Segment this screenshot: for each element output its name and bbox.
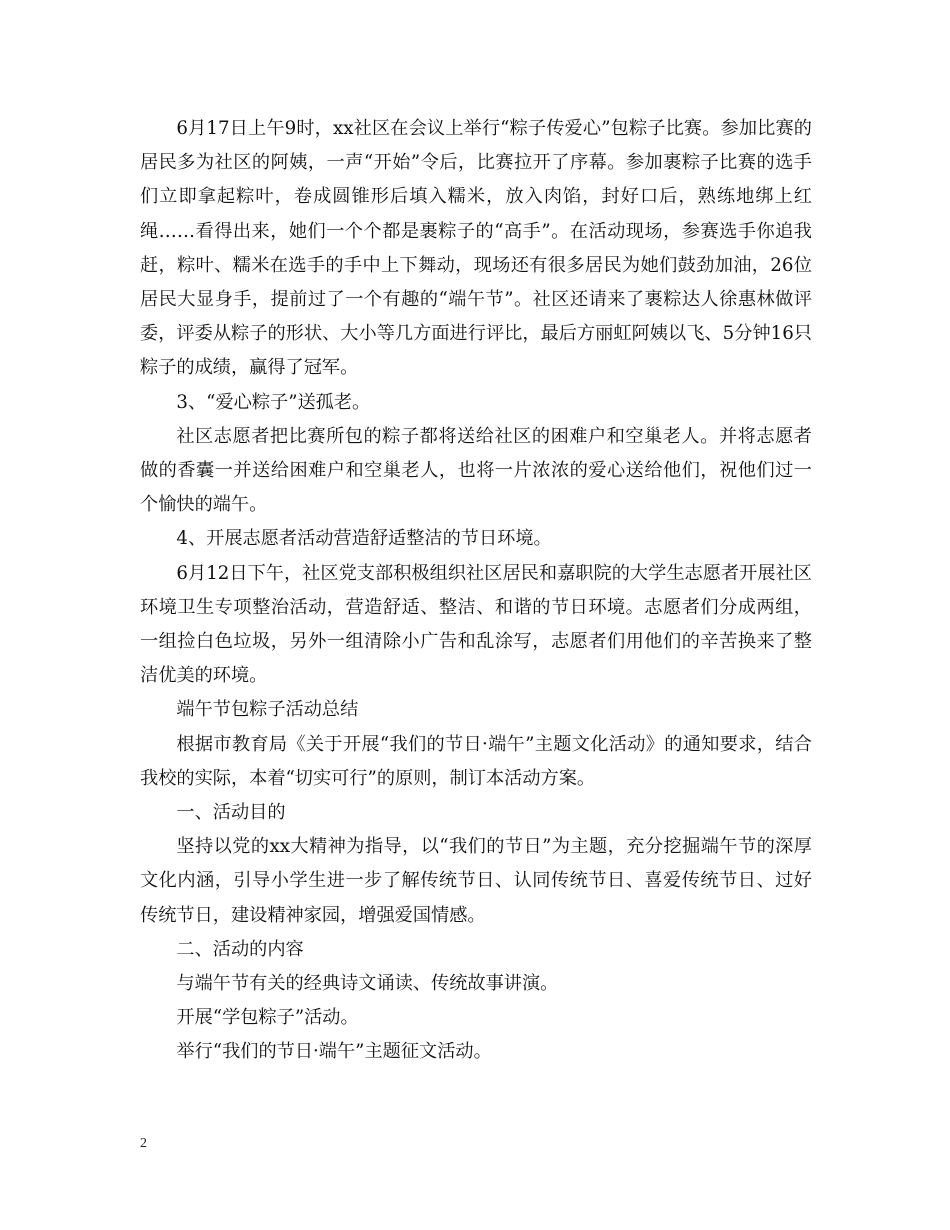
heading-love-zongzi: 3、“爱心粽子”送孤老。 [176,391,371,413]
heading-volunteer-activity: 4、开展志愿者活动营造舒适整洁的节日环境。 [176,528,552,550]
list-item-essay-contest: 举行“我们的节日·端午”主题征文活动。 [176,1041,492,1063]
heading-purpose: 一、活动目的 [176,802,286,824]
document-body [140,112,812,1070]
page-number: 2 [140,1136,147,1151]
section-title-summary: 端午节包粽子活动总结 [176,699,359,721]
paragraph-volunteers-gift: 社区志愿者把比赛所包的粽子都将送给社区的困难户和空巢老人。并将志愿者做的香囊一并送给困难户和空巢老人，也将一片浓浓的爱心送给他们，祝他们过一个愉快的端午。 [140,425,812,516]
list-item-zongzi-wrapping: 开展“学包粽子”活动。 [176,1007,359,1029]
heading-content: 二、活动的内容 [176,938,304,960]
paragraph-contest: 6月17日上午9时，xx社区在会议上举行“粽子传爱心”包粽子比赛。参加比赛的居民多为社区的阿姨，一声“开始”令后，比赛拉开了序幕。参加裹粽子比赛的选手们立即拿起粽叶，卷成圆锥形后填入糯米，放入肉馅，封好口后，熟练地绑上红绳……看得出来，她们一个个都是裹粽子的“高手”。在活动现场，参赛选手你追我赶，粽叶、糯米在选手的手中上下舞动，现场还有很多居民为她们鼓劲加油，26位居民大显身手，提前过了一个有趣的“端午节”。社区还请来了裹粽达人徐惠林做评委，评委从粽子的形状、大小等几方面进行评比，最后方丽虹阿姨以飞、5分钟16只粽子的成绩，赢得了冠军。 [140,118,812,379]
paragraph-purpose: 坚持以党的xx大精神为指导，以“我们的节日”为主题，充分挖掘端午节的深厚文化内涵，引导小学生进一步了解传统节日、认同传统节日、喜爱传统节日、过好传统节日，建设精神家园，增强爱国情感。 [140,836,812,926]
list-item-recitation: 与端午节有关的经典诗文诵读、传统故事讲演。 [176,973,559,995]
paragraph-cleanup: 6月12日下午，社区党支部积极组织社区居民和嘉职院的大学生志愿者开展社区环境卫生专项整治活动，营造舒适、整洁、和谐的节日环境。志愿者们分成两组，一组捡白色垃圾，另外一组清除小广告和乱涂写，志愿者们用他们的辛苦换来了整洁优美的环境。 [140,562,812,687]
paragraph-notice: 根据市教育局《关于开展“我们的节日·端午”主题文化活动》的通知要求，结合我校的实际，本着“切实可行”的原则，制订本活动方案。 [140,733,812,789]
